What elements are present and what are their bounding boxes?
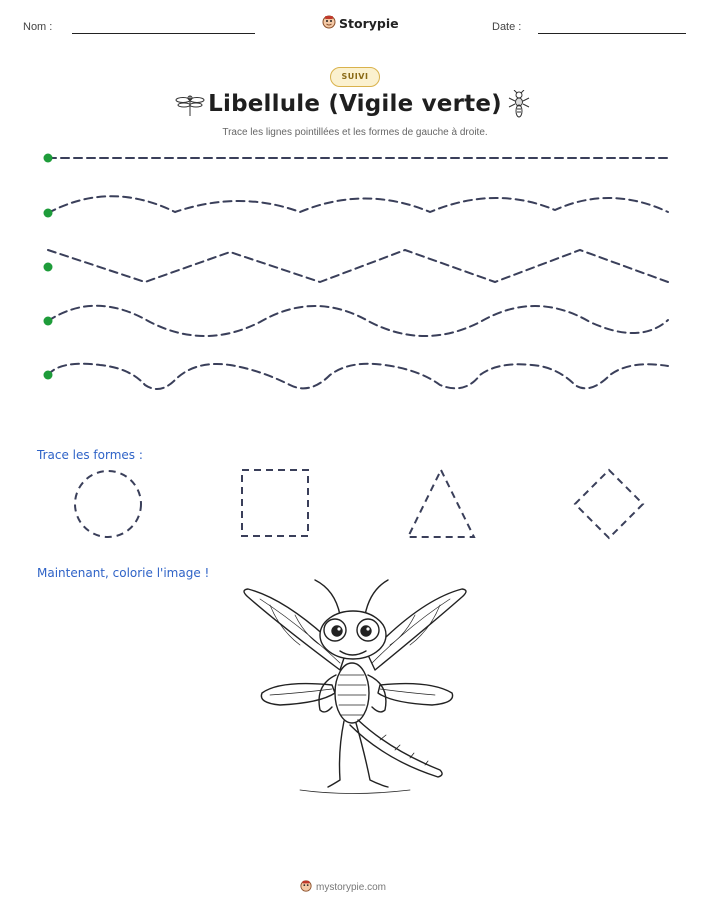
- start-dot: [44, 263, 53, 272]
- trace-square: [242, 470, 308, 536]
- tracing-shapes: [0, 460, 709, 550]
- trace-triangle: [408, 470, 474, 537]
- date-label: Date :: [492, 21, 522, 33]
- trace-diamond: [575, 470, 643, 538]
- start-dot: [44, 209, 53, 218]
- color-section-title: Maintenant, colorie l'image !: [37, 566, 210, 580]
- tracing-lines: [0, 140, 709, 400]
- zigzag-trace-line: [48, 250, 668, 282]
- insect-icon: [507, 90, 531, 122]
- brand-name: Storypie: [339, 16, 399, 31]
- gentle-wave-trace-line: [48, 196, 668, 213]
- storypie-mascot-icon: [322, 15, 336, 32]
- storypie-mascot-icon: [300, 880, 312, 895]
- footer: [300, 880, 410, 895]
- start-dot: [44, 371, 53, 380]
- start-dot: [44, 317, 53, 326]
- trace-circle: [75, 471, 141, 537]
- page-title: Libellule (Vigile verte): [208, 91, 502, 117]
- wave-trace-line: [48, 306, 668, 336]
- dragonfly-coloring-image: [240, 575, 470, 800]
- shapes-section-title: Trace les formes :: [37, 448, 143, 462]
- footer-link[interactable]: mystorypie.com: [316, 882, 387, 893]
- date-field-line[interactable]: [538, 33, 686, 34]
- brand-logo: [322, 15, 399, 32]
- bumpy-wave-trace-line: [48, 364, 668, 389]
- name-label: Nom :: [23, 21, 53, 33]
- instructions: Trace les lignes pointillées et les formes de gauche à droite.: [222, 127, 488, 138]
- start-dot: [44, 154, 53, 163]
- name-field-line[interactable]: [72, 33, 255, 34]
- level-badge: SUIVI: [330, 67, 380, 87]
